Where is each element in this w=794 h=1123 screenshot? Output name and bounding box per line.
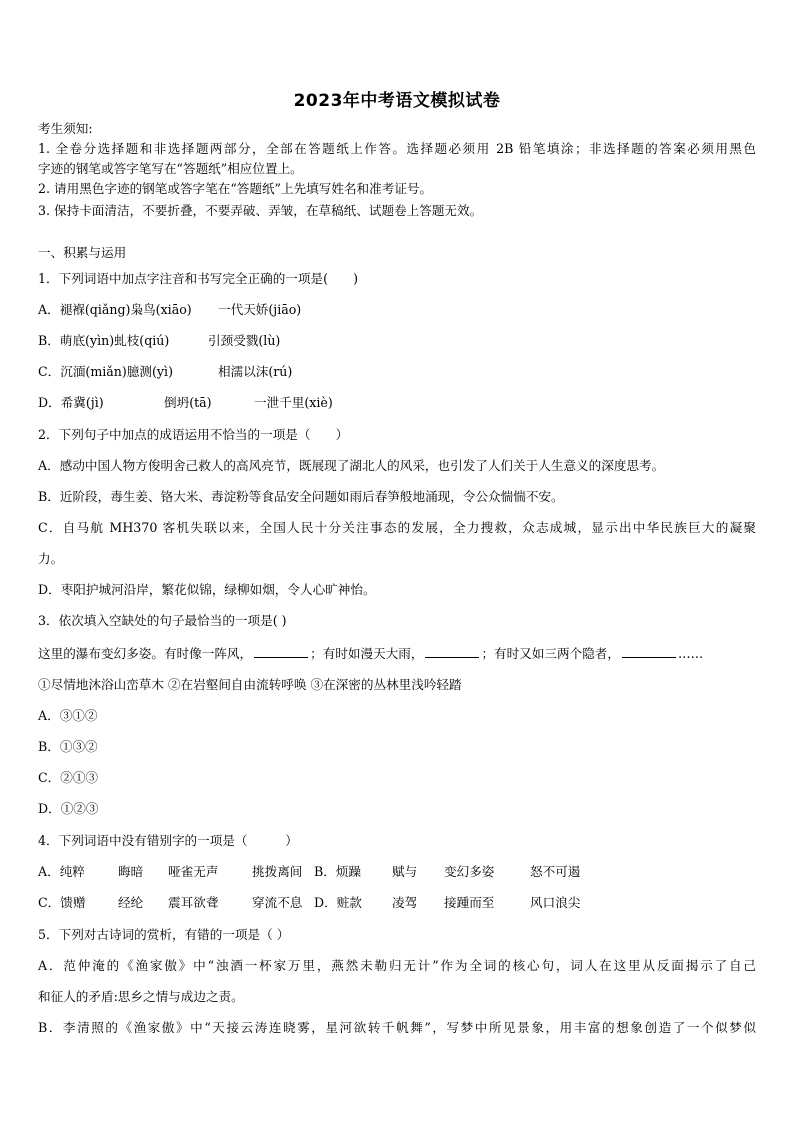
option-word: A．纯粹	[38, 864, 85, 879]
option-text: D．希冀(jì)	[38, 395, 104, 410]
question-3-option-b: B．①③②	[38, 739, 98, 754]
question-1-stem: 1．下列词语中加点字注音和书写完全正确的一项是( )	[38, 271, 359, 286]
option-word: 怒不可遏	[530, 864, 581, 879]
notice-item: 字迹的钢笔或答字笔写在“答题纸”相应位置上。	[38, 161, 303, 176]
question-1-option-a	[38, 302, 301, 318]
question-4-options-cd	[38, 895, 580, 911]
question-2-option-d: D．枣阳护城河沿岸，繁花似锦，绿柳如烟，令人心旷神怡。	[38, 582, 376, 597]
option-word: 晦暗	[118, 864, 144, 879]
option-word: 经纶	[118, 895, 144, 910]
passage-text: 这里的瀑布变幻多姿。有时像一阵风，	[38, 646, 253, 661]
notice-item: 1. 全卷分选择题和非选择题两部分，全部在答题纸上作答。选择题必须用 2B 铅笔填涂；非选择题的答案必须用黑色	[38, 141, 756, 156]
question-1-option-c	[38, 364, 292, 380]
question-5-option-b: B．李清照的《渔家傲》中“天接云涛连晓雾，星河欲转千帆舞”，写梦中所见景象，用丰富的想象创造了一个似梦似	[38, 1020, 756, 1035]
option-word: 接踵而至	[444, 895, 495, 910]
question-1-option-b	[38, 333, 280, 349]
option-text: 引颈受戮(lù)	[208, 333, 281, 348]
question-3-option-c: C．②①③	[38, 770, 99, 785]
question-3-passage	[38, 645, 703, 662]
question-3-choices: ①尽情地沐浴山峦草木 ②在岩壑间自由流转呼唤 ③在深密的丛林里浅吟轻踏	[38, 677, 462, 692]
option-word: 变幻多姿	[444, 864, 495, 879]
passage-text: ；有时如漫天大雨，	[310, 646, 424, 661]
page-title: 2023年中考语文模拟试卷	[293, 91, 501, 111]
option-word: C．馈赠	[38, 895, 86, 910]
question-5-option-a: A．范仲淹的《渔家傲》中“浊酒一杯家万里，燕然未勒归无计”作为全词的核心句，词人在这里从反面揭示了自己	[38, 958, 756, 973]
question-1-option-d	[38, 395, 333, 411]
question-3-option-a: A．③①②	[38, 708, 98, 723]
option-text: C．沉湎(miǎn)臆测(yì)	[38, 364, 173, 379]
question-4-stem: 4．下列词语中没有错别字的一项是（ ）	[38, 833, 298, 848]
section-heading: 一、积累与运用	[38, 245, 127, 260]
option-text: 倒坍(tā)	[164, 395, 212, 410]
notice-item: 2. 请用黑色字迹的钢笔或答字笔在“答题纸”上先填写姓名和准考证号。	[38, 181, 433, 196]
option-text: 一代天娇(jiāo)	[218, 302, 302, 317]
option-word: B．烦躁	[314, 864, 362, 879]
option-word: 赋与	[392, 864, 418, 879]
question-2-option-b: B．近阶段，毒生姜、铬大米、毒淀粉等食品安全问题如雨后春笋般地涌现，令公众惴惴不安。	[38, 489, 564, 504]
option-word: D．赃款	[314, 895, 362, 910]
question-5-option-a-cont: 和征人的矛盾:思乡之情与成边之责。	[38, 989, 244, 1004]
option-word: 震耳欲聋	[168, 895, 219, 910]
option-text: 相濡以沫(rú)	[218, 364, 293, 379]
passage-text: ；有时又如三两个隐者，	[481, 646, 620, 661]
option-text: A．褪褓(qiǎng)枭鸟(xiāo)	[38, 302, 192, 317]
question-2-option-c-cont: 力。	[38, 551, 64, 566]
passage-text: ……	[677, 646, 704, 661]
fill-blank	[622, 645, 676, 658]
notice-item: 3. 保持卡面清洁，不要折叠，不要弄破、弄皱，在草稿纸、试题卷上答题无效。	[38, 203, 483, 218]
question-2-option-c: C．自马航 MH370 客机失联以来，全国人民十分关注事态的发展，全力搜救，众志成城，显示出中华民族巨大的凝聚	[38, 520, 756, 535]
question-3-option-d: D．①②③	[38, 801, 99, 816]
option-word: 哑雀无声	[168, 864, 219, 879]
option-text: 一泄千里(xiè)	[254, 395, 333, 410]
option-text: B．萌底(yìn)虬枝(qiú)	[38, 333, 170, 348]
option-word: 风口浪尖	[530, 895, 581, 910]
question-3-stem: 3．依次填入空缺处的句子最恰当的一项是( )	[38, 613, 287, 628]
fill-blank	[254, 645, 308, 658]
notice-heading: 考生须知:	[38, 121, 93, 136]
option-word: 穿流不息	[252, 895, 303, 910]
question-5-stem: 5．下列对古诗词的赏析，有错的一项是（ ）	[38, 927, 290, 942]
fill-blank	[425, 645, 479, 658]
option-word: 凌驾	[392, 895, 418, 910]
question-4-options-ab	[38, 864, 580, 880]
option-word: 挑拨离间	[252, 864, 303, 879]
question-2-stem: 2．下列句子中加点的成语运用不恰当的一项是（ ）	[38, 427, 349, 442]
question-2-option-a: A．感动中国人物方俊明舍己救人的高风亮节，既展现了湖北人的风采，也引发了人们关于人生意义的深度思考。	[38, 458, 665, 473]
